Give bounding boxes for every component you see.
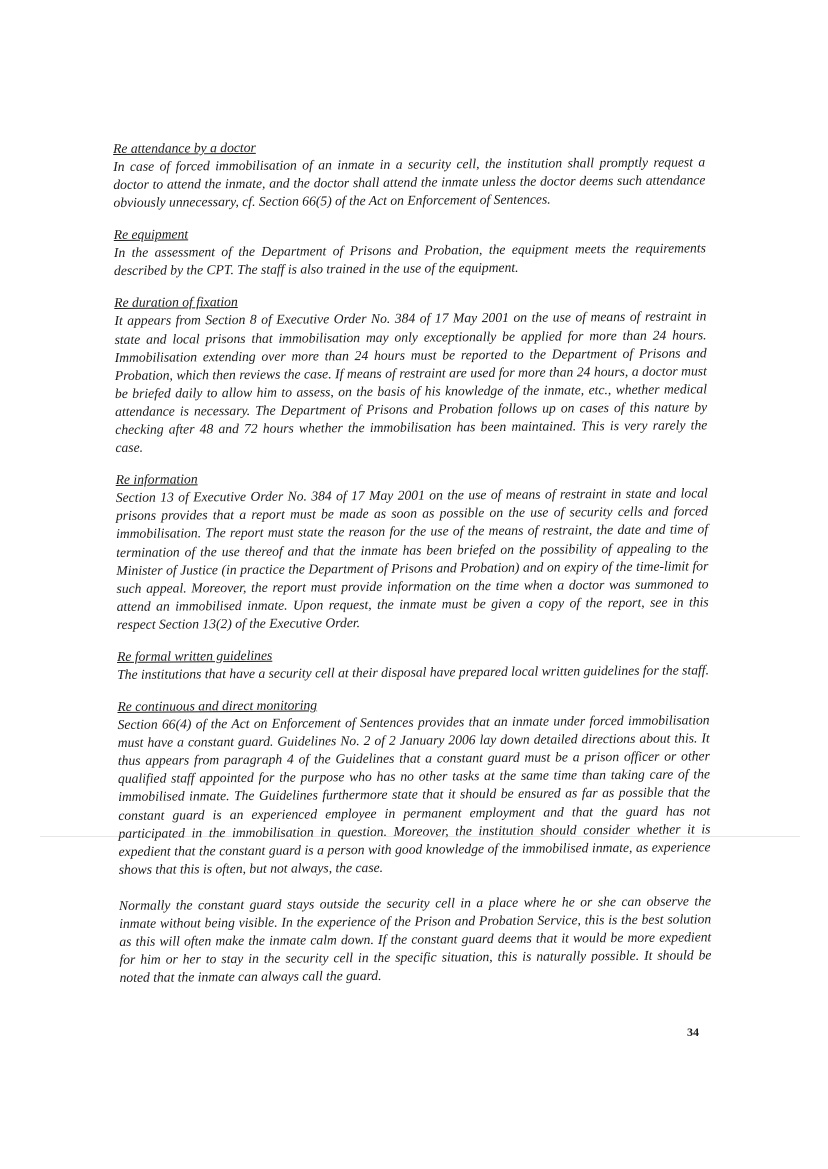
section-heading: Re formal written guidelines (116, 647, 273, 664)
section-formal-written-guidelines (117, 643, 709, 684)
section-heading: Re attendance by a doctor (113, 139, 256, 156)
page-number: 34 (687, 1025, 699, 1039)
section-paragraph: Section 66(4) of the Act on Enforcement of Sentences provides that an inmate under forced immobilisation must have a constant guard. Guidelines No. 2 of 2 January 2006 lay down detailed directions about this. It thus appears from paragraph 4 of the Guidelines that a constant guard must be a prison officer or other qualified staff appointed for the purpose who has no other tasks at the same time than taking care of the immobilised inmate. The Guidelines furthermore state that it should be ensured as far as possible that the constant guard is an experienced employee in permanent employment and that the guard has not participated in the immobilisation in question. Moreover, the institution should consider whether it is expedient that the constant guard is a person with good knowledge of the immobilised inmate, as experience shows that this is often, but not always, the case. (117, 712, 711, 877)
section-paragraph: Normally the constant guard stays outside the security cell in a place where he or she can observe the inmate without being visible. In the experience of the Prison and Probation Service, this is the best solution as this will often make the inmate calm down. If the constant guard deems that it would be more expedient for him or her to stay in the security cell in the specific situation, this is naturally possible. It should be noted that the inmate can always call the guard. (118, 893, 712, 986)
section-heading: Re information (115, 471, 198, 488)
section-paragraph: It appears from Section 8 of Executive Order No. 384 of 17 May 2001 on the use of means of restraint in state and local prisons that immobilisation may only exceptionally be applied for more than 24 hours. Immobilisation extending over more than 24 hours must be reported to the Department of Prisons and Probation, which then reviews the case. If means of restraint are used for more than 24 hours, a doctor must be briefed daily to allow him to assess, on the basis of his knowledge of the inmate, etc., whether medical attendance is necessary. The Department of Prisons and Probation follows up on cases of this nature by checking after 48 and 72 hours whether the immobilisation has been maintained. This is very rarely the case. (114, 308, 708, 456)
document-body (113, 135, 712, 1001)
section-attendance-by-doctor (113, 135, 706, 212)
section-continuous-direct-monitoring (117, 693, 711, 987)
section-paragraph: The institutions that have a security cell at their disposal have prepared local written guidelines for the staff. (117, 662, 710, 682)
section-paragraph: In case of forced immobilisation of an inmate in a security cell, the institution shall promptly request a doctor to attend the inmate, and the doctor shall attend the inmate unless the doctor deems such attendance obviously unnecessary, cf. Section 66(5) of the Act on Enforcement of Sentences. (113, 154, 706, 211)
section-heading: Re duration of fixation (114, 294, 238, 311)
section-paragraph: Section 13 of Executive Order No. 384 of 17 May 2001 on the use of means of restraint in state and local prisons provides that a report must be made as soon as possible on the use of security cells and forced immobilisation. The report must state the reason for the use of the means of restraint, the date and time of termination of the use thereof and that the inmate has been briefed on the possibility of appealing to the Minister of Justice (in practice the Department of Prisons and Probation) and on expiry of the time-limit for such appeal. Moreover, the report must provide information on the time when a doctor was summoned to attend an immobilised inmate. Upon request, the inmate must be given a copy of the report, see in this respect Section 13(2) of the Executive Order. (115, 485, 709, 632)
section-information (116, 467, 709, 634)
section-heading: Re continuous and direct monitoring (117, 697, 318, 715)
section-paragraph: In the assessment of the Department of Prisons and Probation, the equipment meets the requirements described by the CPT. The staff is also trained in the use of the equipment. (113, 240, 706, 279)
section-heading: Re equipment (113, 226, 189, 243)
section-duration-of-fixation (114, 290, 707, 457)
section-equipment (114, 222, 706, 281)
